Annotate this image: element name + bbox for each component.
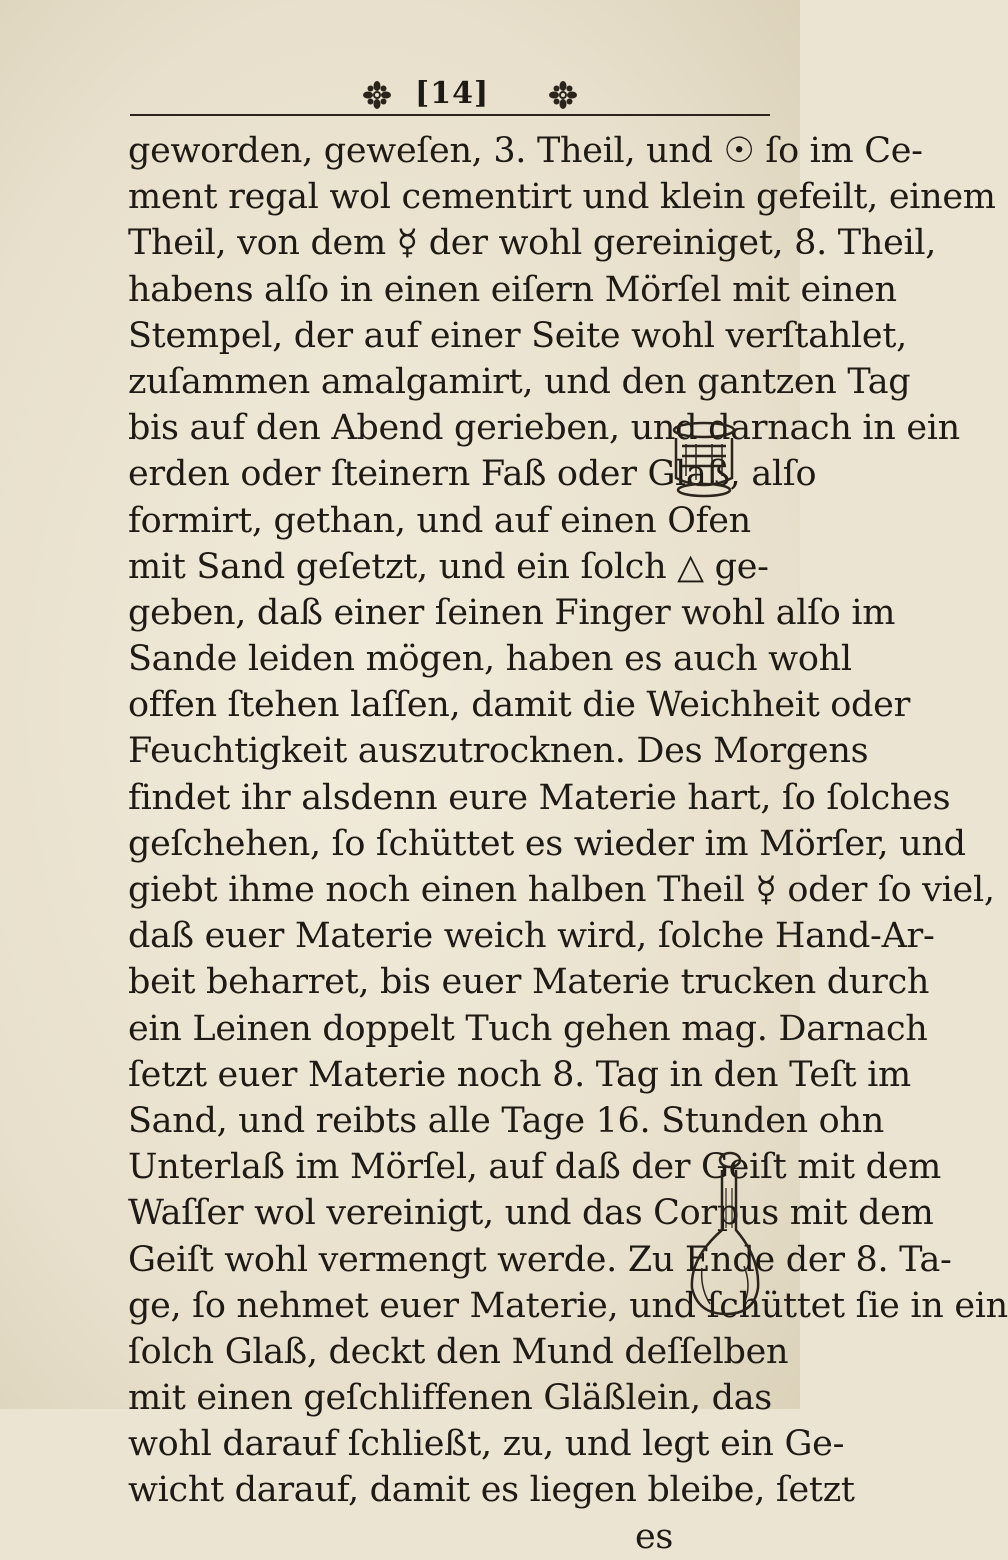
text-line: Waſſer wol vereinigt, und das Corpus mit dem: [128, 1193, 934, 1234]
page-number: [14]: [415, 76, 490, 111]
text-line: habens alſo in einen eiſern Mörſel mit einen: [128, 269, 897, 310]
text-line: bis auf den Abend gerieben, und darnach in ein: [128, 408, 960, 449]
text-line: Unterlaß im Mörſel, auf daß der Geiſt mit dem: [128, 1147, 941, 1188]
text-line: Stempel, der auf einer Seite wohl verſtahlet,: [128, 315, 907, 356]
text-line: beit beharret, bis euer Materie trucken durch: [128, 962, 930, 1003]
text-line: Geiſt wohl vermengt werde. Zu Ende der 8. Ta-: [128, 1239, 952, 1280]
text-line: ment regal wol cementirt und klein gefeilt, einem: [128, 177, 996, 218]
page-header: [130, 74, 770, 118]
flower-ornament-icon: [362, 80, 392, 110]
text-line: ge, ſo nehmet euer Materie, und ſchüttet ſie in ein: [128, 1285, 1008, 1326]
text-line: geworden, geweſen, 3. Theil, und ☉ ſo im Ce-: [128, 131, 923, 171]
glass-vessel-icon: [680, 1148, 762, 1318]
text-line: ſolch Glaß, deckt den Mund deſſelben: [128, 1331, 789, 1372]
text-line: ſetzt euer Materie noch 8. Tag in den Teſt im: [128, 1054, 911, 1095]
text-line: giebt ihme noch einen halben Theil ☿ oder ſo viel,: [128, 870, 995, 910]
text-line: geſchehen, ſo ſchüttet es wieder im Mörſer, und: [128, 823, 966, 864]
body-text: [128, 128, 1008, 1560]
text-line: zuſammen amalgamirt, und den gantzen Tag: [128, 361, 911, 402]
text-line: offen ſtehen laſſen, damit die Weichheit oder: [128, 685, 910, 726]
text-line: ein Leinen doppelt Tuch gehen mag. Darnach: [128, 1008, 928, 1049]
text-line: daß euer Materie weich wird, ſolche Hand-Ar-: [128, 916, 935, 957]
text-line: Sand, und reibts alle Tage 16. Stunden ohn: [128, 1100, 884, 1141]
text-line: erden oder ſteinern Faß oder Glaß, alſo: [128, 454, 817, 495]
text-line: wicht darauf, damit es liegen bleibe, ſetzt: [128, 1470, 855, 1511]
text-line: formirt, gethan, und auf einen Ofen: [128, 500, 751, 541]
text-line: es: [635, 1516, 674, 1557]
furnace-vessel-icon: [668, 420, 738, 500]
text-line: wohl darauf ſchließt, zu, und legt ein Ge-: [128, 1424, 845, 1465]
text-line: Theil, von dem ☿ der wohl gereiniget, 8. Theil,: [128, 223, 937, 264]
text-line: mit einen geſchliffenen Gläßlein, das: [128, 1378, 772, 1419]
text-line: geben, daß einer ſeinen Finger wohl alſo im: [128, 592, 896, 633]
flower-ornament-icon: [548, 80, 578, 110]
text-line: Feuchtigkeit auszutrocknen. Des Morgens: [128, 731, 869, 772]
text-line: mit Sand geſetzt, und ein ſolch △ ge-: [128, 546, 769, 587]
header-rule: [130, 114, 770, 116]
text-line: Sande leiden mögen, haben es auch wohl: [128, 639, 852, 680]
text-line: findet ihr alsdenn eure Materie hart, ſo ſolches: [128, 777, 951, 818]
